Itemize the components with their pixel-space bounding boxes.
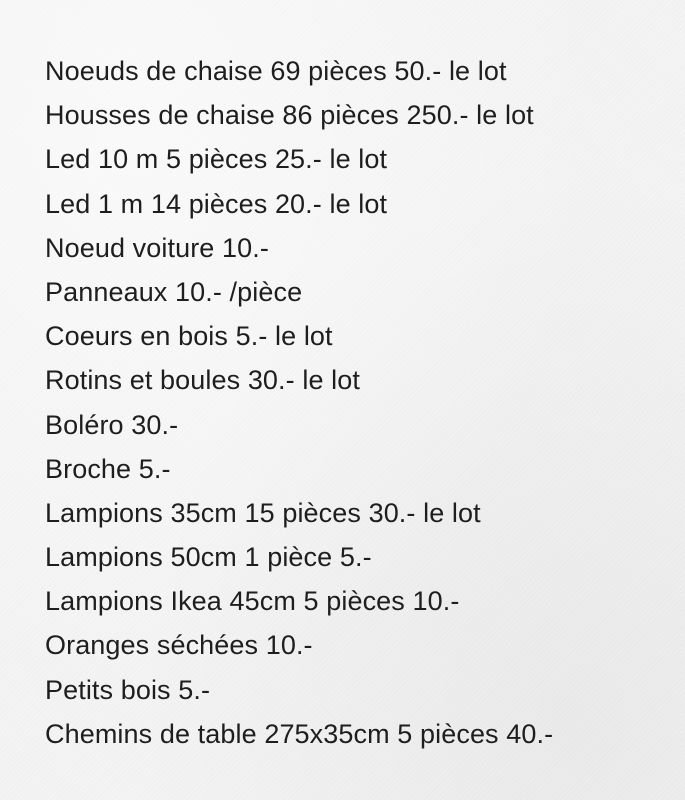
note-line: Coeurs en bois 5.- le lot [45,321,333,352]
note-line: Chemins de table 275x35cm 5 pièces 40.- [45,718,554,749]
note-line: Housses de chaise 86 pièces 250.- le lot [45,100,534,131]
note-line: Oranges séchées 10.- [45,630,313,661]
note-line: Lampions 35cm 15 pièces 30.- le lot [45,497,481,528]
note-line: Noeud voiture 10.- [45,232,269,263]
note-line: Lampions Ikea 45cm 5 pièces 10.- [45,586,460,617]
note-line: Boléro 30.- [45,409,179,440]
note-line: Noeuds de chaise 69 pièces 50.- le lot [45,56,507,86]
note-line: Lampions 50cm 1 pièce 5.- [45,542,372,573]
note-line: Panneaux 10.- /pièce [45,276,303,307]
price-list-note [45,49,675,756]
note-line: Rotins et boules 30.- le lot [45,365,360,396]
note-line: Petits bois 5.- [45,674,211,705]
note-line: Led 10 m 5 pièces 25.- le lot [45,144,388,175]
note-line: Broche 5.- [45,453,171,484]
note-line: Led 1 m 14 pièces 20.- le lot [45,188,388,219]
